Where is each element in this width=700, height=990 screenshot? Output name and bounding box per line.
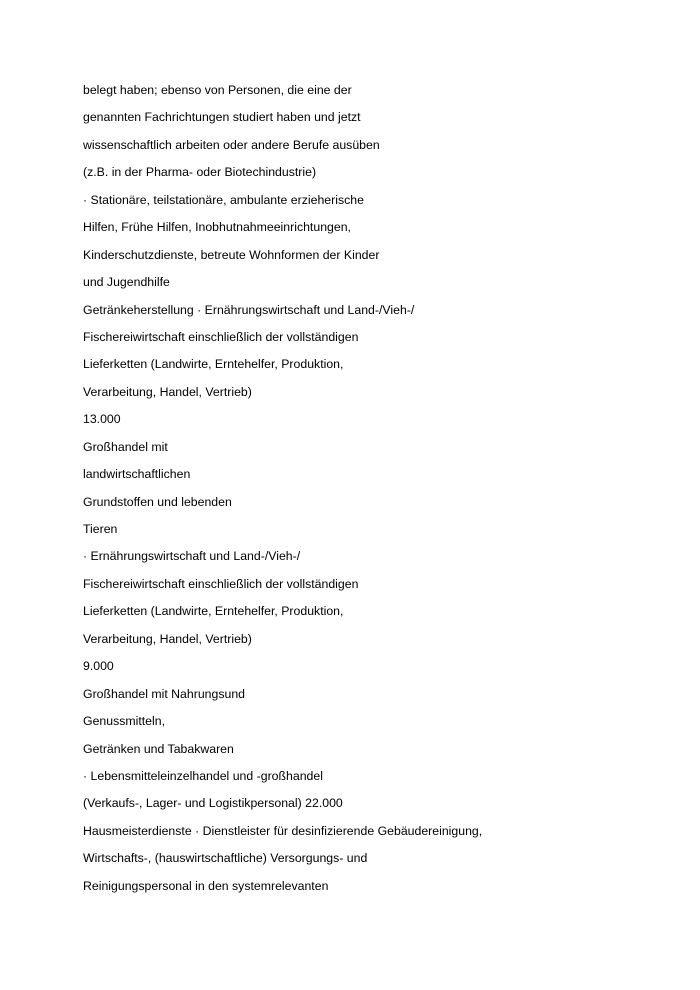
text-line: Verarbeitung, Handel, Vertrieb) [83, 631, 252, 646]
text-line: Getränkeherstellung · Ernährungswirtschaft und Land-/Vieh-/ [83, 302, 415, 317]
text-line: 13.000 [83, 412, 121, 427]
text-block [83, 82, 482, 905]
text-line: Tieren [83, 522, 118, 536]
text-line: Grundstoffen und lebenden [83, 494, 232, 509]
text-line: genannten Fachrichtungen studiert haben und jetzt [83, 110, 361, 125]
text-line: Hausmeisterdienste · Dienstleister für desinfizierende Gebäudereinigung, [83, 823, 483, 838]
text-line: Großhandel mit [83, 439, 168, 454]
text-line: belegt haben; ebenso von Personen, die eine der [83, 83, 352, 97]
text-line: Großhandel mit Nahrungsund [83, 686, 245, 701]
text-line: (z.B. in der Pharma- oder Biotechindustrie) [83, 165, 317, 180]
text-line: · Stationäre, teilstationäre, ambulante erzieherische [83, 192, 364, 207]
text-line: Verarbeitung, Handel, Vertrieb) [83, 384, 252, 399]
text-line: Getränken und Tabakwaren [83, 741, 234, 756]
text-line: Fischereiwirtschaft einschließlich der vollständigen [83, 576, 359, 591]
text-line: Kinderschutzdienste, betreute Wohnformen der Kinder [83, 247, 380, 262]
text-line: wissenschaftlich arbeiten oder andere Berufe ausüben [83, 137, 380, 152]
text-line: Fischereiwirtschaft einschließlich der vollständigen [83, 329, 359, 344]
text-line: Genussmitteln, [83, 714, 166, 729]
text-line: 9.000 [83, 659, 114, 674]
text-line: · Lebensmitteleinzelhandel und -großhandel [83, 768, 323, 783]
text-line: und Jugendhilfe [83, 275, 170, 290]
text-line: · Ernährungswirtschaft und Land-/Vieh-/ [83, 549, 301, 564]
text-line: Hilfen, Frühe Hilfen, Inobhutnahmeeinrichtungen, [83, 220, 351, 235]
text-line: Lieferketten (Landwirte, Erntehelfer, Produktion, [83, 357, 344, 372]
text-line: Reinigungspersonal in den systemrelevanten [83, 878, 329, 893]
text-line: Lieferketten (Landwirte, Erntehelfer, Produktion, [83, 604, 344, 619]
text-line: landwirtschaftlichen [83, 467, 191, 482]
text-line: Wirtschafts-, (hauswirtschaftliche) Versorgungs- und [83, 851, 368, 866]
text-line: (Verkaufs-, Lager- und Logistikpersonal) 22.000 [83, 796, 343, 811]
